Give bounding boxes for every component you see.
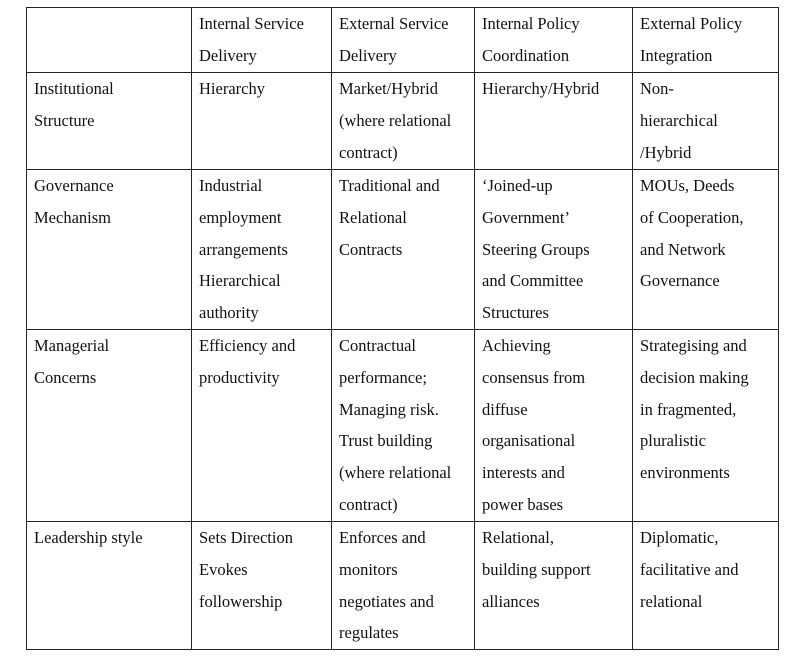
table-cell: Enforces and monitors negotiates and regulates — [332, 522, 475, 650]
table-row — [27, 330, 779, 522]
header-cell-empty — [27, 8, 192, 73]
table-cell: Non- hierarchical /Hybrid — [633, 73, 779, 170]
table-cell: Sets Direction Evokes followership — [192, 522, 332, 650]
row-label-cell: Leadership style — [27, 522, 192, 650]
row-label-cell: Managerial Concerns — [27, 330, 192, 522]
row-label-cell: Institutional Structure — [27, 73, 192, 170]
table-cell: Achieving consensus from diffuse organisational interests and power bases — [475, 330, 633, 522]
table-cell: MOUs, Deeds of Cooperation, and Network Governance — [633, 170, 779, 330]
governance-comparison-table — [26, 7, 779, 650]
row-label-cell: Governance Mechanism — [27, 170, 192, 330]
header-cell-external-service-delivery: External Service Delivery — [332, 8, 475, 73]
table-cell: Strategising and decision making in fragmented, pluralistic environments — [633, 330, 779, 522]
table-row — [27, 170, 779, 330]
header-cell-internal-policy-coordination: Internal Policy Coordination — [475, 8, 633, 73]
table-cell: Traditional and Relational Contracts — [332, 170, 475, 330]
table-cell: Market/Hybrid (where relational contract) — [332, 73, 475, 170]
header-cell-external-policy-integration: External Policy Integration — [633, 8, 779, 73]
table-header-row — [27, 8, 779, 73]
table-cell: Hierarchy — [192, 73, 332, 170]
table-cell: Hierarchy/Hybrid — [475, 73, 633, 170]
table-row — [27, 522, 779, 650]
table-cell: Industrial employment arrangements Hierarchical authority — [192, 170, 332, 330]
table-row — [27, 73, 779, 170]
table-cell: Efficiency and productivity — [192, 330, 332, 522]
header-cell-internal-service-delivery: Internal Service Delivery — [192, 8, 332, 73]
table-cell: Relational, building support alliances — [475, 522, 633, 650]
table-cell: Diplomatic, facilitative and relational — [633, 522, 779, 650]
table-cell: ‘Joined-up Government’ Steering Groups and Committee Structures — [475, 170, 633, 330]
table-cell: Contractual performance; Managing risk. Trust building (where relational contract) — [332, 330, 475, 522]
